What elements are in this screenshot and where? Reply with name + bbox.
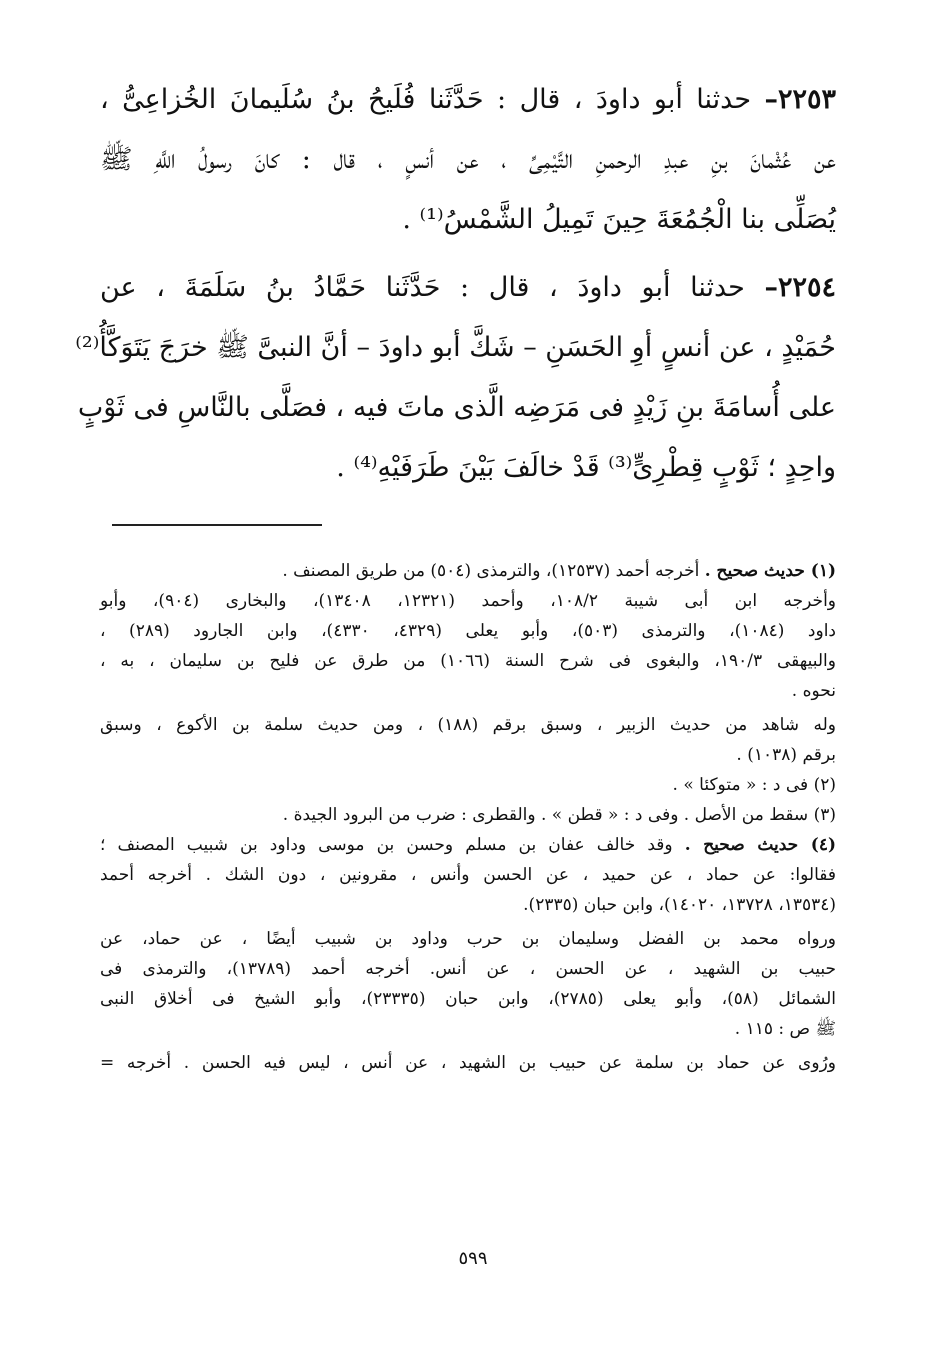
hadith-2254 [75, 258, 836, 498]
footnote-line: (١٣٥٣٤، ١٣٧٢٨، ١٤٠٢٠)، وابن حبان (٢٣٣٥). [523, 895, 836, 915]
footnote-line: نحوه . [791, 681, 836, 701]
book-page [75, 70, 837, 1078]
hadith-text: حدثنا أبو داودَ ، قال : حَدَّثَنا حَمَّادُ بنُ سَلَمَةَ ، عن [100, 272, 745, 303]
footnote-text: وقد خالف عفان بن مسلم وحسن بن موسى وداود بن شبيب المصنف ؛ [100, 835, 673, 855]
footnote-line [100, 556, 836, 586]
hadith-text: حدثنا أبو داودَ ، قال : حَدَّثَنا فُلَيحُ بنُ سُلَيمانَ الخُزاعِىُّ ، [100, 84, 752, 115]
hadith-line: حُمَيْدٍ ، عن أنسٍ أوِ الحَسَنِ – شَكَّ أبو داودَ – أنَّ النبىَّ ﷺ خرَجَ يَتَوَكَّأُ⁽²⁾ [75, 332, 836, 363]
footnote-line: فقالوا: عن حماد ، عن حميد ، عن الحسن وأنس ، مقرونين ، دون الشك . أخرجه أحمد [100, 865, 836, 885]
footnote-line: حبيب بن الشهيد ، عن الحسن ، عن أنس. أخرجه أحمد (١٣٧٨٩)، والترمذى فى [100, 959, 837, 979]
footnote-line: داود (١٠٨٤)، والترمذى (٥٠٣)، وأبو يعلى (٤٣٢٩، ٤٣٣٠)، وابن الجارود (٢٨٩) ، [100, 621, 837, 641]
footnote-line: والبيهقى ١٩٠/٣، والبغوى فى شرح السنة (١٠٦٦) من طرق عن فليح بن سليمان ، به ، [100, 651, 836, 671]
hadith-line: واحِدٍ ؛ ثَوْبٍ قِطْرِىٍّ⁽³⁾ قَدْ خالَفَ بَيْنَ طَرَفَيْهِ⁽⁴⁾ . [336, 452, 836, 483]
footnote-grade: (٤) حديث صحيح . [684, 835, 837, 855]
page-number: ٥٩٩ [458, 1248, 488, 1269]
hadith-line: على أُسامَةَ بنِ زَيْدٍ فى مَرَضِه الَّذى ماتَ فيه ، فصَلَّى بالنَّاسِ فى ثَوْبٍ [77, 392, 836, 423]
footnote-line: ورُوى عن حماد بن سلمة عن حبيب بن الشهيد ، عن أنس ، ليس فيه الحسن . أخرجه = [100, 1053, 836, 1073]
footnote-line: وأخرجه ابن أبى شيبة ١٠٨/٢، وأحمد (١٢٣٢١، ١٣٤٠٨)، والبخارى (٩٠٤)، وأبو [100, 591, 836, 611]
hadith-line [100, 70, 836, 130]
hadith-number: ٢٢٥٤– [764, 272, 836, 303]
footnote-line [100, 830, 836, 860]
footnotes [100, 556, 836, 1078]
hadith-2253 [100, 70, 836, 250]
hadith-line: يُصَلِّى بنا الْجُمُعَةَ حِينَ تَمِيلُ الشَّمْسُ⁽¹⁾ . [402, 204, 836, 235]
hadith-line [100, 258, 836, 318]
footnote-grade: (١) حديث صحيح . [704, 561, 836, 581]
footnote-line: ورواه محمد بن الفضل وسليمان بن حرب وداود بن شبيب أيضًا ، عن حماد، عن [100, 929, 836, 949]
footnote-line: (٣) سقط من الأصل . وفى د : « قطن » . والقطرى : ضرب من البرود الجيدة . [282, 805, 836, 825]
hadith-line: عن عُثْمانَ بنِ عبدِ الرحمنِ التَّيْمِىِّ ، عن أنسٍ ، قال : كانَ رسولُ اللَّهِ ﷺ [100, 144, 836, 175]
footnote-line: (٢) فى د : « متوكئا » . [672, 775, 836, 795]
footnote-line: وله شاهد من حديث الزبير ، وسبق برقم (١٨٨) ، ومن حديث سلمة بن الأكوع ، وسبق [100, 715, 837, 735]
footnote-line: ﷺ ص : ١١٥ . [734, 1019, 836, 1039]
footnote-line: برقم (١٠٣٨) . [736, 745, 836, 765]
footnote-text: أخرجه أحمد (١٢٥٣٧)، والترمذى (٥٠٤) من طريق المصنف . [282, 561, 700, 581]
footnote-line: الشمائل (٥٨)، وأبو يعلى (٢٧٨٥)، وابن حبان (٢٣٣٣٥)، وأبو الشيخ فى أخلاق النبى [100, 989, 837, 1009]
hadith-number: ٢٢٥٣– [764, 84, 836, 115]
footnote-separator [112, 524, 322, 526]
